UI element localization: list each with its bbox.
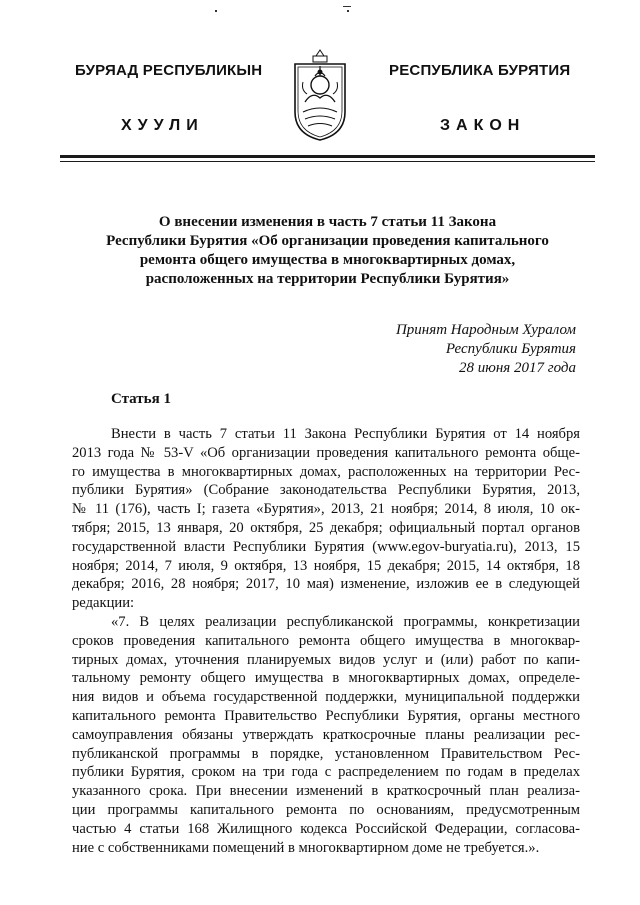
body-line: частью 4 статьи 168 Жилищного кодекса Российской Федерации, согласова- <box>72 820 580 837</box>
body-line: редакции: <box>72 595 135 612</box>
header-left-subtitle: ХУУЛИ <box>121 117 204 134</box>
body-line: сроков проведения капитального ремонта общего имущества в многоквар- <box>72 632 580 649</box>
law-title-line: расположенных на территории Республики Бурятия» <box>145 271 510 287</box>
adoption-line: 28 июня 2017 года <box>459 360 576 376</box>
header-right-title: РЕСПУБЛИКА БУРЯТИЯ <box>389 62 571 79</box>
body-line: ния видов и объема государственной поддержки, муниципальной поддержки <box>72 689 580 706</box>
scan-dot <box>215 10 217 12</box>
body-line: публики Бурятия, сроком на три года с распределением по годам в пределах <box>72 764 580 781</box>
law-title <box>60 213 595 289</box>
coat-of-arms-icon <box>289 42 351 142</box>
body-line: публиканской программы в порядке, установленном Правительством Рес- <box>72 745 580 762</box>
body-line: указанного срока. При внесении изменений в краткосрочный план реализа- <box>72 783 580 800</box>
body-line: ноября; 2014, 7 июля, 9 октября, 13 ноября, 15 декабря; 2015, 14 октября, 18 <box>72 557 580 574</box>
header-divider-thick <box>60 155 595 158</box>
body-line: государственной власти Республики Бурятия (www.egov-buryatia.ru), 2013, 15 <box>72 538 580 555</box>
header-divider-thin <box>60 161 595 162</box>
body-line: тирных домах, уточнения планируемых видов услуг и (или) работ по капи- <box>72 651 580 668</box>
body-line: «7. В целях реализации республиканской программы, конкретизации <box>111 613 580 630</box>
body-line: № 11 (176), часть I; газета «Бурятия», 2013, 21 ноября; 2014, 8 июля, 10 ок- <box>72 501 580 518</box>
body-line: Внести в часть 7 статьи 11 Закона Республики Бурятия от 14 ноября <box>111 426 580 442</box>
body-line: публики Бурятия» (Собрание законодательства Республики Бурятия, 2013, <box>72 482 580 499</box>
body-line: декабря; 2016, 28 ноября; 2017, 10 мая) изменение, изложив ее в следующей <box>72 576 580 593</box>
law-title-line: О внесении изменения в часть 7 статьи 11 Закона <box>158 214 497 230</box>
adoption-line: Республики Бурятия <box>445 341 576 357</box>
scan-dot <box>347 10 349 12</box>
adoption-note <box>396 321 576 378</box>
header-left-title: БУРЯАД РЕСПУБЛИКЫН <box>75 62 263 79</box>
scan-marks <box>215 0 365 16</box>
body-line: капитального ремонта Правительство Республики Бурятия, органы местного <box>72 707 580 724</box>
law-title-line: ремонта общего имущества в многоквартирных домах, <box>139 252 516 268</box>
article-heading: Статья 1 <box>111 391 171 407</box>
adoption-line: Принят Народным Хуралом <box>395 322 576 338</box>
law-title-line: Республики Бурятия «Об организации проведения капитального <box>106 233 549 249</box>
body-line: тальному ремонту общего имущества в многоквартирных домах, определе- <box>72 670 580 687</box>
body-line: самоуправления обязаны утверждать краткосрочные планы реализации рес- <box>72 726 580 743</box>
scan-tick <box>343 6 351 7</box>
body-line: ние с собственниками помещений в многоквартирном доме не требуется.». <box>72 839 540 856</box>
article-body <box>72 425 580 857</box>
body-line: ции программы капитального ремонта по основаниям, предусмотренным <box>72 801 580 818</box>
body-line: тября; 2015, 13 января, 20 октября, 25 декабря; официальный портал органов <box>72 519 580 536</box>
body-line: го имущества в многоквартирных домах, расположенных на территории Рес- <box>72 463 580 480</box>
body-line: 2013 года № 53-V «Об организации проведения капитального ремонта обще- <box>72 444 580 461</box>
header-right-subtitle: ЗАКОН <box>440 117 526 134</box>
